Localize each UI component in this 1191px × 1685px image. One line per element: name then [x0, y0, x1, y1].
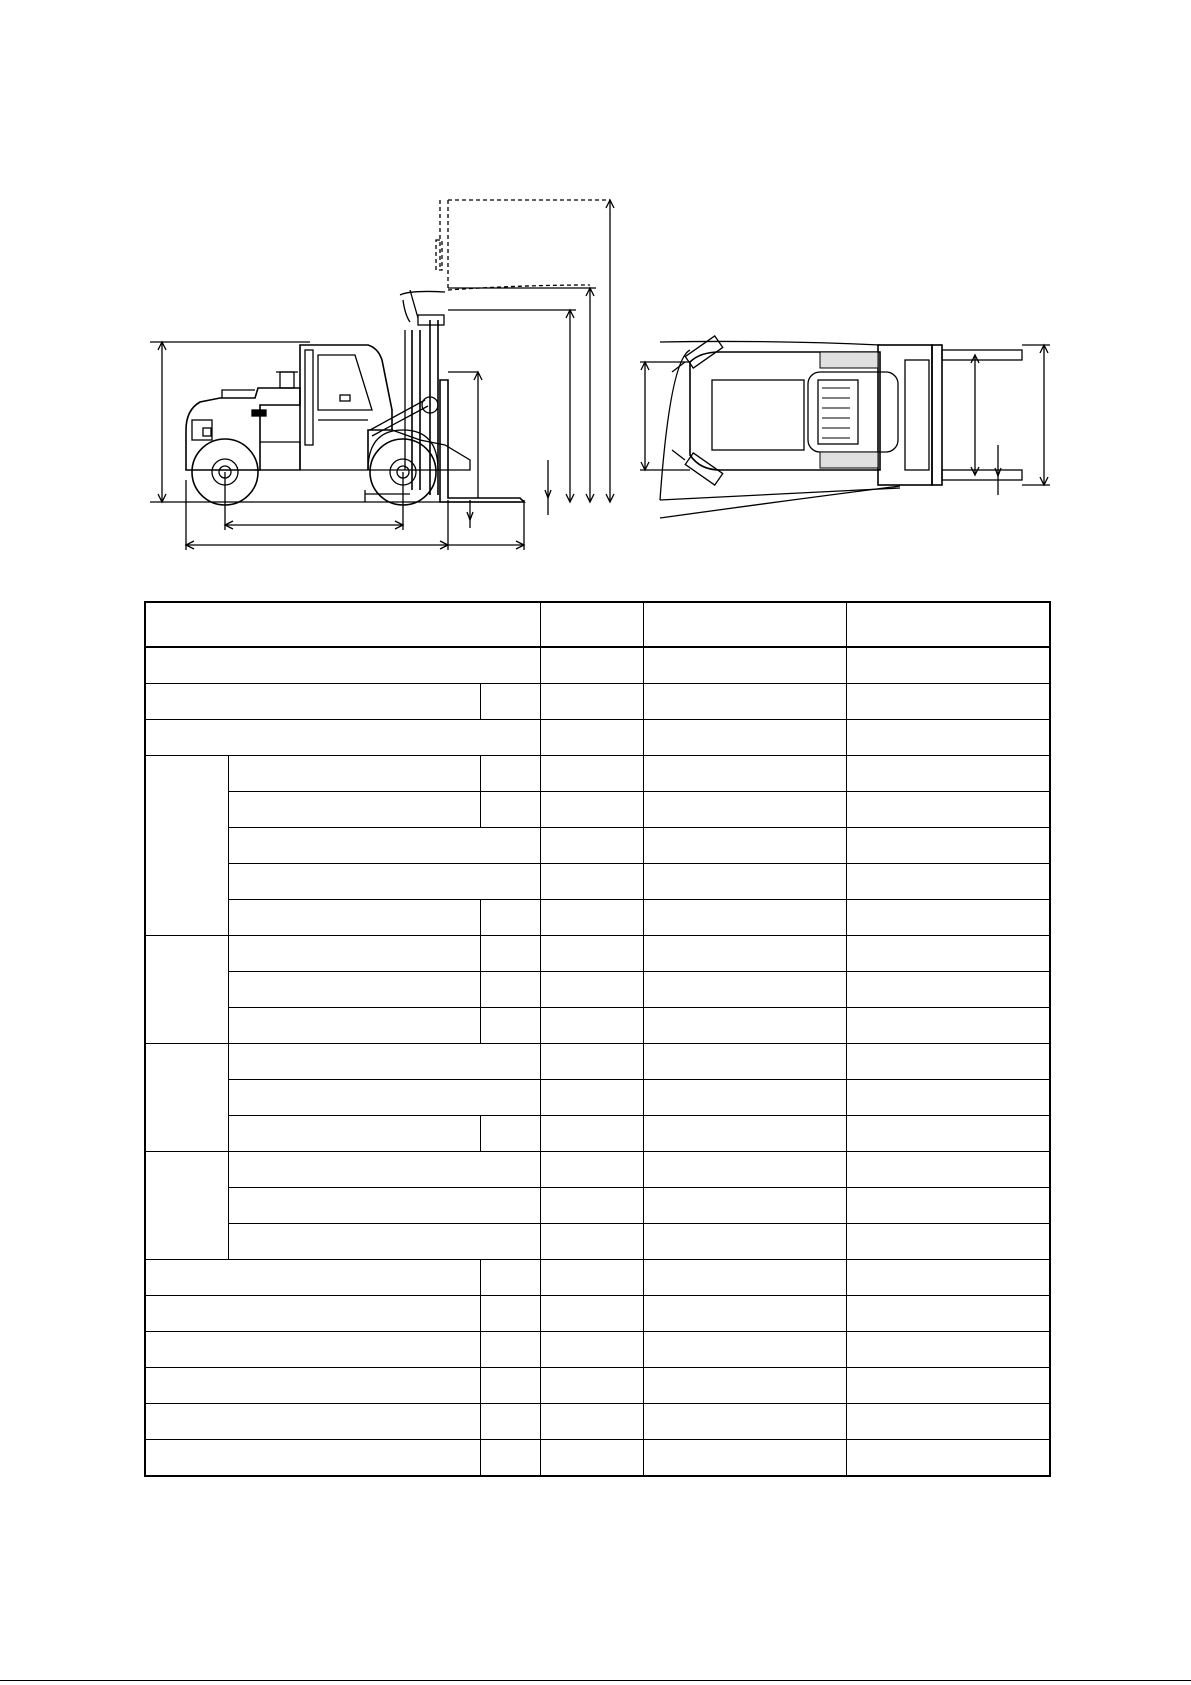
table-row: [145, 1440, 1050, 1477]
table-row: [145, 864, 1050, 900]
group-label-cell: [145, 1152, 228, 1260]
table-row: [145, 720, 1050, 756]
forklift-side-view: [150, 200, 614, 550]
table-row: [145, 1188, 1050, 1224]
technical-drawings: [0, 0, 1191, 570]
table-header-row: [145, 602, 1050, 647]
table-row: [145, 1260, 1050, 1296]
table-row: [145, 900, 1050, 936]
group-label-cell: [145, 1044, 228, 1152]
table-row: [145, 792, 1050, 828]
header-cell: [145, 602, 540, 647]
table-row: [145, 1080, 1050, 1116]
table-row: [145, 828, 1050, 864]
table-row: [145, 647, 1050, 684]
table-row: [145, 1332, 1050, 1368]
table-row: [145, 1296, 1050, 1332]
table-row: [145, 1404, 1050, 1440]
header-cell: [540, 602, 643, 647]
table-row: [145, 1044, 1050, 1080]
header-cell: [846, 602, 1050, 647]
spec-table: [144, 601, 1051, 1477]
table-row: [145, 1008, 1050, 1044]
table-row: [145, 1152, 1050, 1188]
page-bottom-rule: [0, 1680, 1191, 1681]
header-cell: [643, 602, 846, 647]
table-row: [145, 972, 1050, 1008]
group-label-cell: [145, 936, 228, 1044]
group-label-cell: [145, 756, 228, 936]
table-row: [145, 936, 1050, 972]
table-row: [145, 1224, 1050, 1260]
table-row: [145, 1116, 1050, 1152]
table-row: [145, 684, 1050, 720]
table-row: [145, 1368, 1050, 1404]
table-row: [145, 756, 1050, 792]
forklift-top-view: [640, 336, 1050, 518]
